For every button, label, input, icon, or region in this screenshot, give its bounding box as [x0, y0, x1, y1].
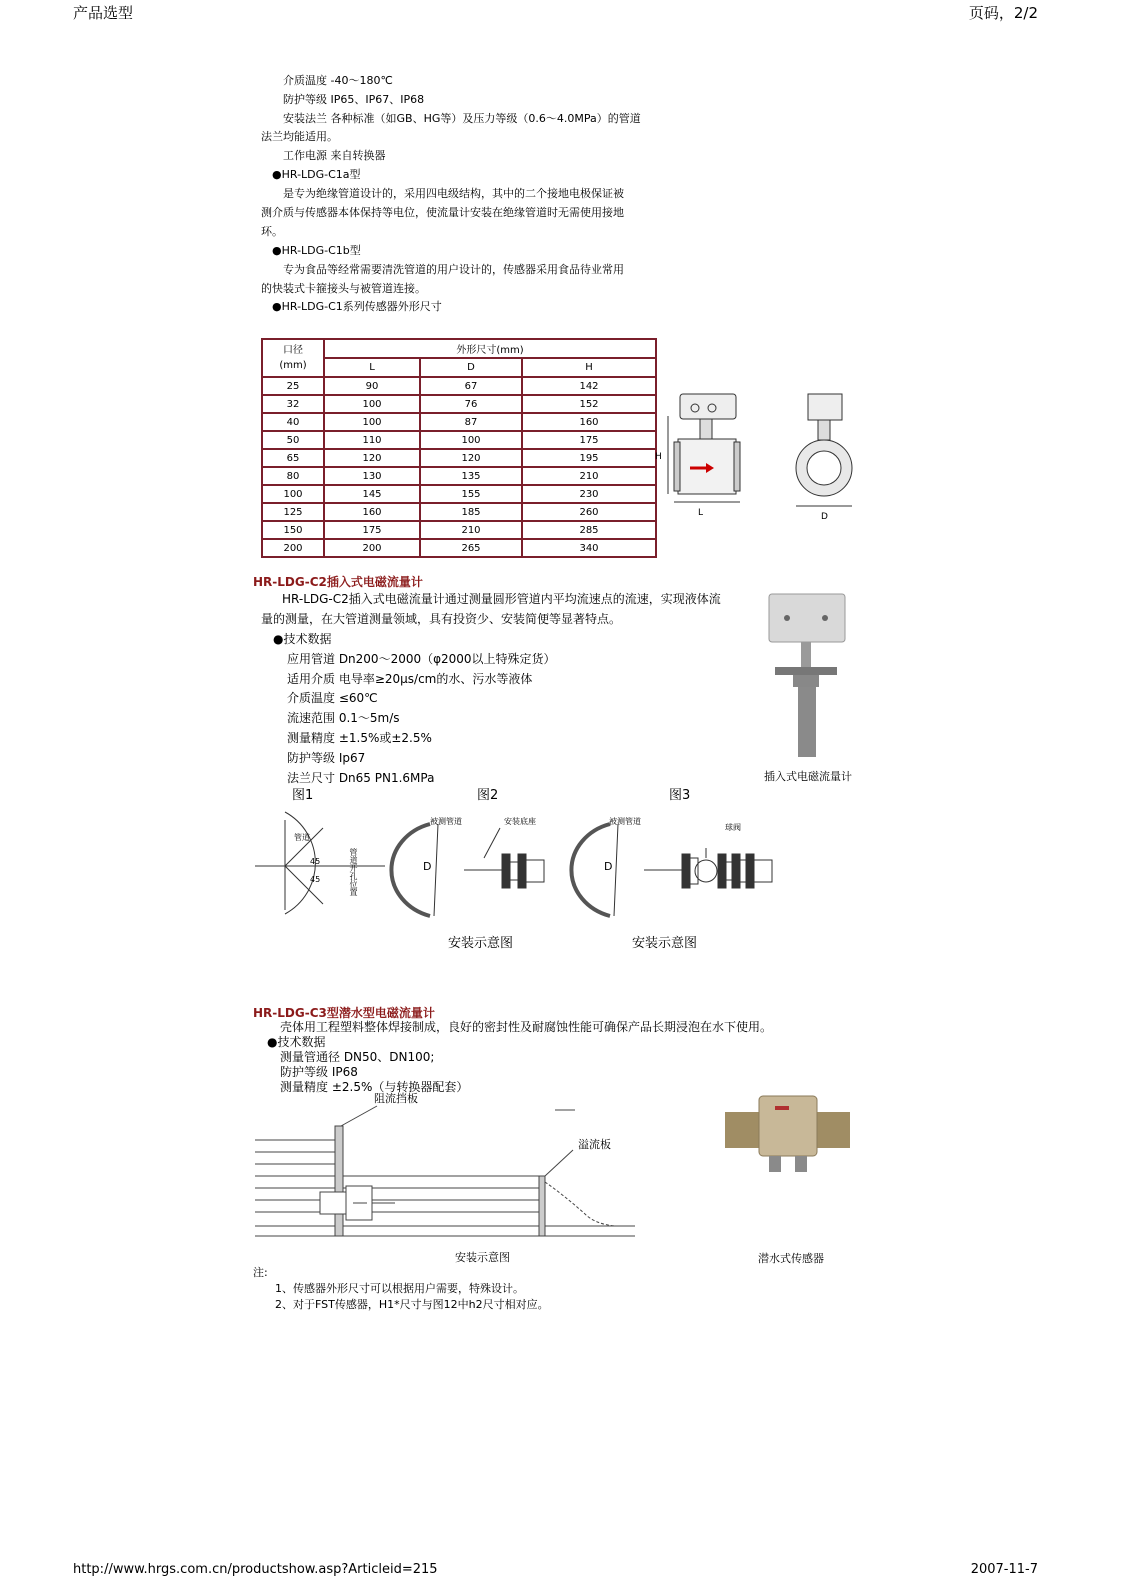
- table-cell: 200: [324, 539, 420, 557]
- table-cell: 142: [522, 377, 656, 395]
- c1-spec-temp: 介质温度 -40～180℃: [283, 74, 393, 87]
- table-cell: 265: [420, 539, 522, 557]
- table-cell: 120: [420, 449, 522, 467]
- table-cell: 145: [324, 485, 420, 503]
- notes-label: 注:: [253, 1266, 268, 1279]
- page-footer-url[interactable]: http://www.hrgs.com.cn/productshow.asp?Articleid=215: [73, 1562, 438, 1577]
- table-cell: 76: [420, 395, 522, 413]
- table-cell: 100: [262, 485, 324, 503]
- table-cell: 110: [324, 431, 420, 449]
- table-header-diameter-label: 口径: [283, 345, 303, 356]
- table-header-l: L: [324, 358, 420, 377]
- c2-tech-title: ●技术数据: [273, 632, 332, 646]
- submersible-sensor-photo: [725, 1092, 850, 1177]
- table-row: [262, 395, 656, 413]
- table-header-diameter-unit: (mm): [279, 360, 307, 371]
- table-cell: 90: [324, 377, 420, 395]
- dim-label-d: D: [821, 512, 828, 522]
- table-cell: 160: [522, 413, 656, 431]
- table-row: [262, 431, 656, 449]
- fig-3-drawing: [600, 818, 790, 923]
- c1-dimension-table: [261, 338, 657, 558]
- c1-dimension-drawing: [660, 388, 860, 528]
- table-cell: 100: [324, 395, 420, 413]
- table-cell: 32: [262, 395, 324, 413]
- c1-spec-power: 工作电源 来自转换器: [283, 149, 386, 162]
- table-cell: 100: [420, 431, 522, 449]
- table-cell: 135: [420, 467, 522, 485]
- c1-spec-protection: 防护等级 IP65、IP67、IP68: [283, 93, 425, 106]
- table-cell: 185: [420, 503, 522, 521]
- table-row: [262, 413, 656, 431]
- table-cell: 210: [420, 521, 522, 539]
- c3-overflow-label: 溢流板: [578, 1138, 611, 1151]
- fig-2-label: 图2: [477, 788, 499, 803]
- c1a-title: ●HR-LDG-C1a型: [272, 168, 361, 181]
- c1b-line: 专为食品等经常需要清洗管道的用户设计的，传感器采用食品待业常用: [283, 263, 624, 276]
- table-row: [262, 377, 656, 395]
- table-cell: 40: [262, 413, 324, 431]
- fig-3-pipe-label: 被测管道: [609, 817, 641, 826]
- fig-1-pipe-label: 管道: [294, 833, 310, 842]
- page-footer-date: 2007-11-7: [970, 1562, 1038, 1577]
- fig-2-caption: 安装示意图: [448, 936, 514, 951]
- table-cell: 260: [522, 503, 656, 521]
- table-cell: 65: [262, 449, 324, 467]
- c2-spec: 适用介质 电导率≥20μs/cm的水、污水等液体: [287, 672, 533, 686]
- c1-dimension-title: ●HR-LDG-C1系列传感器外形尺寸: [272, 300, 442, 313]
- c3-baffle-label: 阻流挡板: [374, 1092, 418, 1105]
- c3-install-diagram: [255, 1100, 635, 1250]
- insertion-flowmeter-caption: 插入式电磁流量计: [764, 770, 852, 783]
- c1a-line: 是专为绝缘管道设计的，采用四电级结构，其中的二个接地电极保证被: [283, 187, 624, 200]
- table-cell: 175: [522, 431, 656, 449]
- fig-1-angle-label: 45: [310, 875, 321, 884]
- table-cell: 80: [262, 467, 324, 485]
- dim-label-h: H: [655, 452, 662, 462]
- fig-2-pipe-label: 被测管道: [430, 817, 462, 826]
- page-header-right: 页码，2/2: [968, 4, 1038, 22]
- table-cell: 200: [262, 539, 324, 557]
- table-cell: 195: [522, 449, 656, 467]
- fig-1-angle-label: 45: [310, 857, 321, 866]
- table-row: [262, 449, 656, 467]
- table-cell: 125: [262, 503, 324, 521]
- table-cell: 230: [522, 485, 656, 503]
- c2-spec: 介质温度 ≤60℃: [287, 691, 378, 705]
- table-cell: 152: [522, 395, 656, 413]
- c1a-line: 环。: [261, 225, 283, 238]
- table-header-diameter: [262, 339, 324, 377]
- fig-1-side-label: 管道开孔位置: [349, 848, 358, 896]
- table-cell: 25: [262, 377, 324, 395]
- c1b-line: 的快装式卡箍接头与被管道连接。: [261, 282, 426, 295]
- table-header-dimensions: 外形尺寸(mm): [324, 339, 656, 358]
- fig-3-caption: 安装示意图: [632, 936, 698, 951]
- c3-install-caption: 安装示意图: [455, 1251, 510, 1264]
- note-item: 2、对于FST传感器，H1*尺寸与图12中h2尺寸相对应。: [275, 1298, 549, 1311]
- c3-tech-title: ●技术数据: [267, 1035, 326, 1049]
- table-row: [262, 485, 656, 503]
- table-row: [262, 503, 656, 521]
- table-cell: 210: [522, 467, 656, 485]
- table-cell: 285: [522, 521, 656, 539]
- c1b-title: ●HR-LDG-C1b型: [272, 244, 361, 257]
- c3-intro: 壳体用工程塑料整体焊接制成，良好的密封性及耐腐蚀性能可确保产品长期浸泡在水下使用。: [280, 1020, 773, 1034]
- table-cell: 100: [324, 413, 420, 431]
- fig-3-label: 图3: [669, 788, 691, 803]
- fig-2-drawing: [420, 818, 560, 923]
- c3-spec: 测量精度 ±2.5%（与转换器配套）: [280, 1080, 469, 1094]
- c2-spec: 应用管道 Dn200～2000（φ2000以上特殊定货）: [287, 652, 556, 666]
- fig-1-drawing: [255, 810, 395, 920]
- table-cell: 160: [324, 503, 420, 521]
- table-row: [262, 467, 656, 485]
- table-cell: 50: [262, 431, 324, 449]
- fig-2-d-label: D: [423, 860, 432, 873]
- c2-spec: 测量精度 ±1.5%或±2.5%: [287, 731, 432, 745]
- c1-spec-flange-cont: 法兰均能适用。: [261, 130, 338, 143]
- fig-1-label: 图1: [292, 788, 314, 803]
- table-cell: 87: [420, 413, 522, 431]
- table-cell: 67: [420, 377, 522, 395]
- fig-2-base-label: 安装底座: [504, 817, 536, 826]
- c2-spec: 法兰尺寸 Dn65 PN1.6MPa: [287, 771, 435, 785]
- c2-title: HR-LDG-C2插入式电磁流量计: [253, 575, 423, 589]
- table-cell: 340: [522, 539, 656, 557]
- c3-title: HR-LDG-C3型潜水型电磁流量计: [253, 1006, 435, 1020]
- c2-intro: HR-LDG-C2插入式电磁流量计通过测量圆形管道内平均流速点的流速，实现液体流: [282, 592, 721, 606]
- fig-3-valve-label: 球阀: [725, 823, 741, 832]
- page-header-left: 产品选型: [73, 4, 134, 22]
- c2-spec: 流速范围 0.1～5m/s: [287, 711, 400, 725]
- c1-spec-flange: 安装法兰 各种标准（如GB、HG等）及压力等级（0.6～4.0MPa）的管道: [283, 112, 641, 125]
- table-header-d: D: [420, 358, 522, 377]
- table-row: [262, 521, 656, 539]
- table-cell: 120: [324, 449, 420, 467]
- fig-3-d-label: D: [604, 860, 613, 873]
- table-header-h: H: [522, 358, 656, 377]
- submersible-sensor-caption: 潜水式传感器: [758, 1252, 824, 1265]
- table-cell: 155: [420, 485, 522, 503]
- table-cell: 175: [324, 521, 420, 539]
- c3-spec: 测量管通径 DN50、DN100;: [280, 1050, 435, 1064]
- c3-spec: 防护等级 IP68: [280, 1065, 358, 1079]
- c2-intro: 量的测量，在大管道测量领域，具有投资少、安装简便等显著特点。: [261, 612, 622, 626]
- table-cell: 150: [262, 521, 324, 539]
- table-cell: 130: [324, 467, 420, 485]
- table-row: [262, 539, 656, 557]
- dim-label-l: L: [698, 508, 704, 518]
- note-item: 1、传感器外形尺寸可以根据用户需要，特殊设计。: [275, 1282, 524, 1295]
- insertion-flowmeter-photo: [765, 592, 855, 762]
- c2-spec: 防护等级 Ip67: [287, 751, 366, 765]
- c1a-line: 测介质与传感器本体保持等电位，使流量计安装在绝缘管道时无需使用接地: [261, 206, 624, 219]
